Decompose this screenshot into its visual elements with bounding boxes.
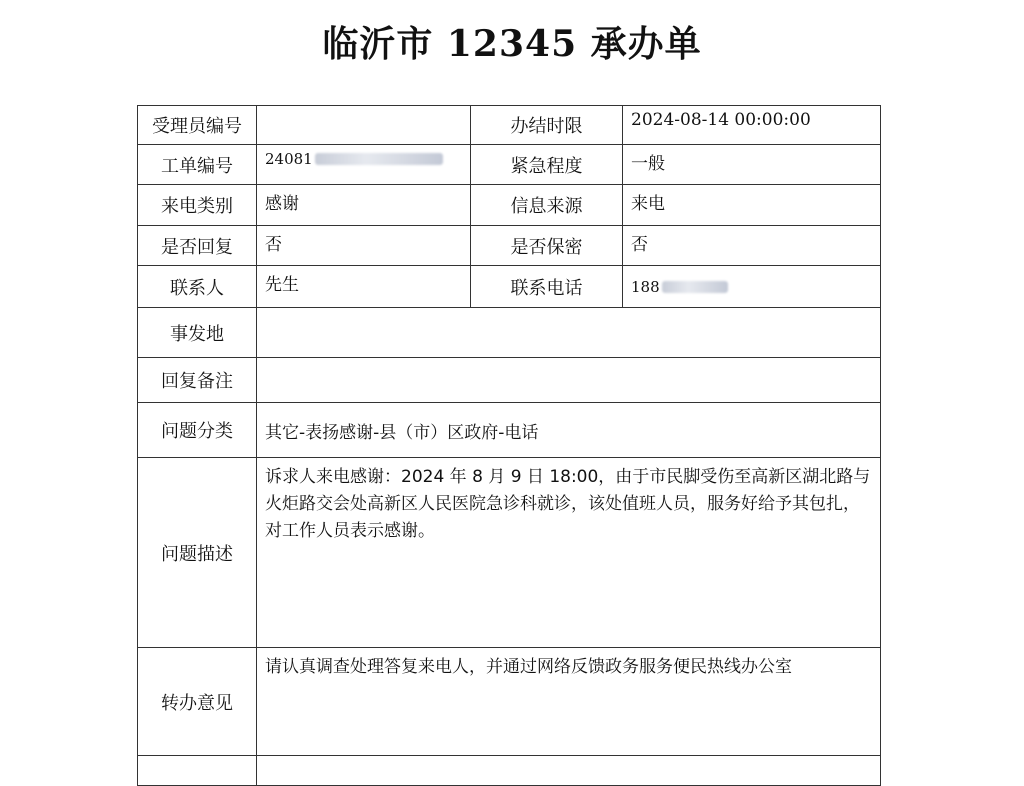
transfer-label: 转办意见 [138, 648, 257, 756]
call-type-value: 感谢 [257, 185, 471, 226]
reply-note-label: 回复备注 [138, 358, 257, 403]
phone-value: 188 [631, 277, 660, 296]
contact-label: 联系人 [138, 266, 257, 308]
table-row [138, 648, 881, 756]
description-value: 诉求人来电感谢：2024 年 8 月 9 日 18:00，由于市民脚受伤至高新区湖北路与火炬路交会处高新区人民医院急诊科就诊，该处值班人员，服务好给予其包扎，对工作人员表示感谢。 [265, 467, 871, 541]
table-row [138, 458, 881, 648]
table-row [138, 308, 881, 358]
table-row [138, 756, 881, 786]
contact-value: 先生 [257, 266, 471, 308]
confidential-label: 是否保密 [471, 226, 623, 266]
operator-id-value [257, 106, 471, 145]
category-value: 其它-表扬感谢-县（市）区政府-电话 [257, 403, 881, 458]
reply-label: 是否回复 [138, 226, 257, 266]
redaction-mark [662, 281, 728, 293]
category-label: 问题分类 [138, 403, 257, 458]
operator-id-label: 受理员编号 [138, 106, 257, 145]
phone-label: 联系电话 [471, 266, 623, 308]
confidential-value: 否 [623, 226, 881, 266]
transfer-cell [257, 648, 881, 756]
table-row [138, 403, 881, 458]
ticket-no-value: 24081 [265, 150, 313, 168]
empty-cell [138, 756, 257, 786]
info-source-value: 来电 [623, 185, 881, 226]
call-type-label: 来电类别 [138, 185, 257, 226]
phone-cell [623, 266, 881, 308]
redaction-mark [315, 153, 443, 165]
location-value [257, 308, 881, 358]
table-row [138, 145, 881, 185]
table-row [138, 266, 881, 308]
urgency-value: 一般 [623, 145, 881, 185]
reply-value: 否 [257, 226, 471, 266]
description-label: 问题描述 [138, 458, 257, 648]
work-order-table [137, 105, 881, 786]
table-row [138, 106, 881, 145]
deadline-label: 办结时限 [471, 106, 623, 145]
table-row [138, 226, 881, 266]
urgency-label: 紧急程度 [471, 145, 623, 185]
reply-note-value [257, 358, 881, 403]
table-row [138, 185, 881, 226]
transfer-value: 请认真调查处理答复来电人，并通过网络反馈政务服务便民热线办公室 [265, 657, 792, 677]
location-label: 事发地 [138, 308, 257, 358]
empty-cell [257, 756, 881, 786]
ticket-no-cell [257, 145, 471, 185]
info-source-label: 信息来源 [471, 185, 623, 226]
table-row [138, 358, 881, 403]
document-title: 临沂市 12345 承办单 [322, 23, 702, 65]
deadline-value: 2024-08-14 00:00:00 [623, 106, 881, 145]
ticket-no-label: 工单编号 [138, 145, 257, 185]
description-cell [257, 458, 881, 648]
